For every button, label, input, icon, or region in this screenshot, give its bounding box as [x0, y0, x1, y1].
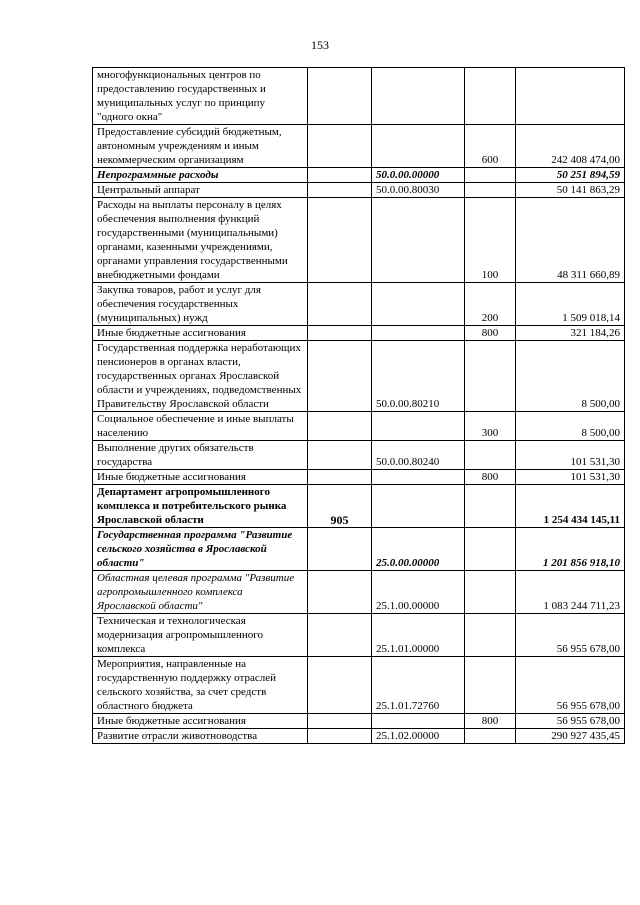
- row-name-cell: многофункциональных центров по предоставлению государственных и муниципальных услуг по принципу "одного окна": [93, 68, 308, 125]
- row-name-cell: Предоставление субсидий бюджетным, автономным учреждениям и иным некоммерческим организациям: [93, 125, 308, 168]
- row-expense-type-cell: 800: [465, 714, 516, 729]
- row-org-code-cell: [308, 283, 372, 326]
- row-org-code-cell: [308, 326, 372, 341]
- row-org-code-cell: [308, 412, 372, 441]
- table-row: [93, 68, 625, 125]
- table-row: [93, 714, 625, 729]
- row-amount-cell: 1 083 244 711,23: [516, 571, 625, 614]
- table-row: [93, 198, 625, 283]
- row-expense-type-cell: [465, 68, 516, 125]
- row-name-cell: Областная целевая программа "Развитие агропромышленного комплекса Ярославской области": [93, 571, 308, 614]
- page-number: 153: [311, 38, 329, 52]
- row-amount-cell: 1 201 856 918,10: [516, 528, 625, 571]
- row-target-code-cell: [372, 198, 465, 283]
- row-org-code-cell: [308, 657, 372, 714]
- row-name-cell: Мероприятия, направленные на государственную поддержку отраслей сельского хозяйства, за счет средств областного бюджета: [93, 657, 308, 714]
- table-row: [93, 729, 625, 744]
- row-org-code-cell: [308, 714, 372, 729]
- row-amount-cell: 101 531,30: [516, 441, 625, 470]
- table-row: [93, 441, 625, 470]
- table-row: [93, 341, 625, 412]
- row-expense-type-cell: [465, 183, 516, 198]
- row-amount-cell: 48 311 660,89: [516, 198, 625, 283]
- table-row: [93, 470, 625, 485]
- row-amount-cell: 50 141 863,29: [516, 183, 625, 198]
- row-org-code-cell: 905: [308, 485, 372, 528]
- budget-table: [92, 67, 625, 744]
- row-target-code-cell: [372, 283, 465, 326]
- row-expense-type-cell: 200: [465, 283, 516, 326]
- row-expense-type-cell: [465, 168, 516, 183]
- row-org-code-cell: [308, 571, 372, 614]
- row-expense-type-cell: [465, 657, 516, 714]
- row-expense-type-cell: 100: [465, 198, 516, 283]
- row-name-cell: Непрограммные расходы: [93, 168, 308, 183]
- row-amount-cell: 50 251 894,59: [516, 168, 625, 183]
- row-expense-type-cell: [465, 729, 516, 744]
- row-target-code-cell: [372, 326, 465, 341]
- row-org-code-cell: [308, 614, 372, 657]
- table-row: [93, 183, 625, 198]
- row-amount-cell: 8 500,00: [516, 412, 625, 441]
- row-target-code-cell: [372, 714, 465, 729]
- row-org-code-cell: [308, 441, 372, 470]
- row-expense-type-cell: [465, 341, 516, 412]
- row-amount-cell: 321 184,26: [516, 326, 625, 341]
- row-name-cell: Расходы на выплаты персоналу в целях обеспечения выполнения функций государственными (муниципальными) органами, казенными учреждениями, органами управления государственными внебюджетными фондами: [93, 198, 308, 283]
- row-target-code-cell: [372, 412, 465, 441]
- row-name-cell: Закупка товаров, работ и услуг для обеспечения государственных (муниципальных) нужд: [93, 283, 308, 326]
- table-row: [93, 657, 625, 714]
- row-org-code-cell: [308, 341, 372, 412]
- row-name-cell: Техническая и технологическая модернизация агропромышленного комплекса: [93, 614, 308, 657]
- table-row: [93, 326, 625, 341]
- row-amount-cell: [516, 68, 625, 125]
- row-amount-cell: 1 509 018,14: [516, 283, 625, 326]
- row-name-cell: Центральный аппарат: [93, 183, 308, 198]
- row-target-code-cell: [372, 470, 465, 485]
- table-row: [93, 125, 625, 168]
- row-name-cell: Иные бюджетные ассигнования: [93, 714, 308, 729]
- row-expense-type-cell: [465, 614, 516, 657]
- row-target-code-cell: 25.1.01.00000: [372, 614, 465, 657]
- budget-table-body: [93, 68, 625, 744]
- row-amount-cell: 242 408 474,00: [516, 125, 625, 168]
- row-expense-type-cell: [465, 441, 516, 470]
- table-row: [93, 528, 625, 571]
- row-expense-type-cell: 300: [465, 412, 516, 441]
- row-name-cell: Департамент агропромышленного комплекса и потребительского рынка Ярославской области: [93, 485, 308, 528]
- row-org-code-cell: [308, 68, 372, 125]
- row-target-code-cell: 25.1.02.00000: [372, 729, 465, 744]
- table-row: [93, 571, 625, 614]
- row-target-code-cell: 50.0.00.80240: [372, 441, 465, 470]
- row-expense-type-cell: 800: [465, 326, 516, 341]
- row-amount-cell: 56 955 678,00: [516, 714, 625, 729]
- row-amount-cell: 101 531,30: [516, 470, 625, 485]
- table-row: [93, 412, 625, 441]
- row-name-cell: Социальное обеспечение и иные выплаты населению: [93, 412, 308, 441]
- row-org-code-cell: [308, 168, 372, 183]
- row-name-cell: Государственная поддержка неработающих пенсионеров в органах власти, государственных органах Ярославской области и учреждениях, подведомственных Правительству Ярославской области: [93, 341, 308, 412]
- row-target-code-cell: 25.0.00.00000: [372, 528, 465, 571]
- row-expense-type-cell: [465, 485, 516, 528]
- row-org-code-cell: [308, 183, 372, 198]
- row-name-cell: Иные бюджетные ассигнования: [93, 470, 308, 485]
- row-expense-type-cell: [465, 571, 516, 614]
- row-target-code-cell: 25.1.00.00000: [372, 571, 465, 614]
- row-target-code-cell: 50.0.00.80030: [372, 183, 465, 198]
- row-target-code-cell: [372, 68, 465, 125]
- row-amount-cell: 8 500,00: [516, 341, 625, 412]
- row-org-code-cell: [308, 470, 372, 485]
- row-amount-cell: 290 927 435,45: [516, 729, 625, 744]
- table-row: [93, 485, 625, 528]
- row-name-cell: Государственная программа "Развитие сельского хозяйства в Ярославской области": [93, 528, 308, 571]
- row-name-cell: Иные бюджетные ассигнования: [93, 326, 308, 341]
- row-target-code-cell: [372, 485, 465, 528]
- row-target-code-cell: 25.1.01.72760: [372, 657, 465, 714]
- row-target-code-cell: 50.0.00.80210: [372, 341, 465, 412]
- row-amount-cell: 1 254 434 145,11: [516, 485, 625, 528]
- row-target-code-cell: 50.0.00.00000: [372, 168, 465, 183]
- row-name-cell: Выполнение других обязательств государства: [93, 441, 308, 470]
- row-org-code-cell: [308, 729, 372, 744]
- row-expense-type-cell: [465, 528, 516, 571]
- row-target-code-cell: [372, 125, 465, 168]
- row-expense-type-cell: 600: [465, 125, 516, 168]
- row-org-code-cell: [308, 528, 372, 571]
- table-row: [93, 168, 625, 183]
- row-expense-type-cell: 800: [465, 470, 516, 485]
- row-org-code-cell: [308, 198, 372, 283]
- row-amount-cell: 56 955 678,00: [516, 657, 625, 714]
- table-row: [93, 283, 625, 326]
- row-name-cell: Развитие отрасли животноводства: [93, 729, 308, 744]
- table-row: [93, 614, 625, 657]
- row-amount-cell: 56 955 678,00: [516, 614, 625, 657]
- row-org-code-cell: [308, 125, 372, 168]
